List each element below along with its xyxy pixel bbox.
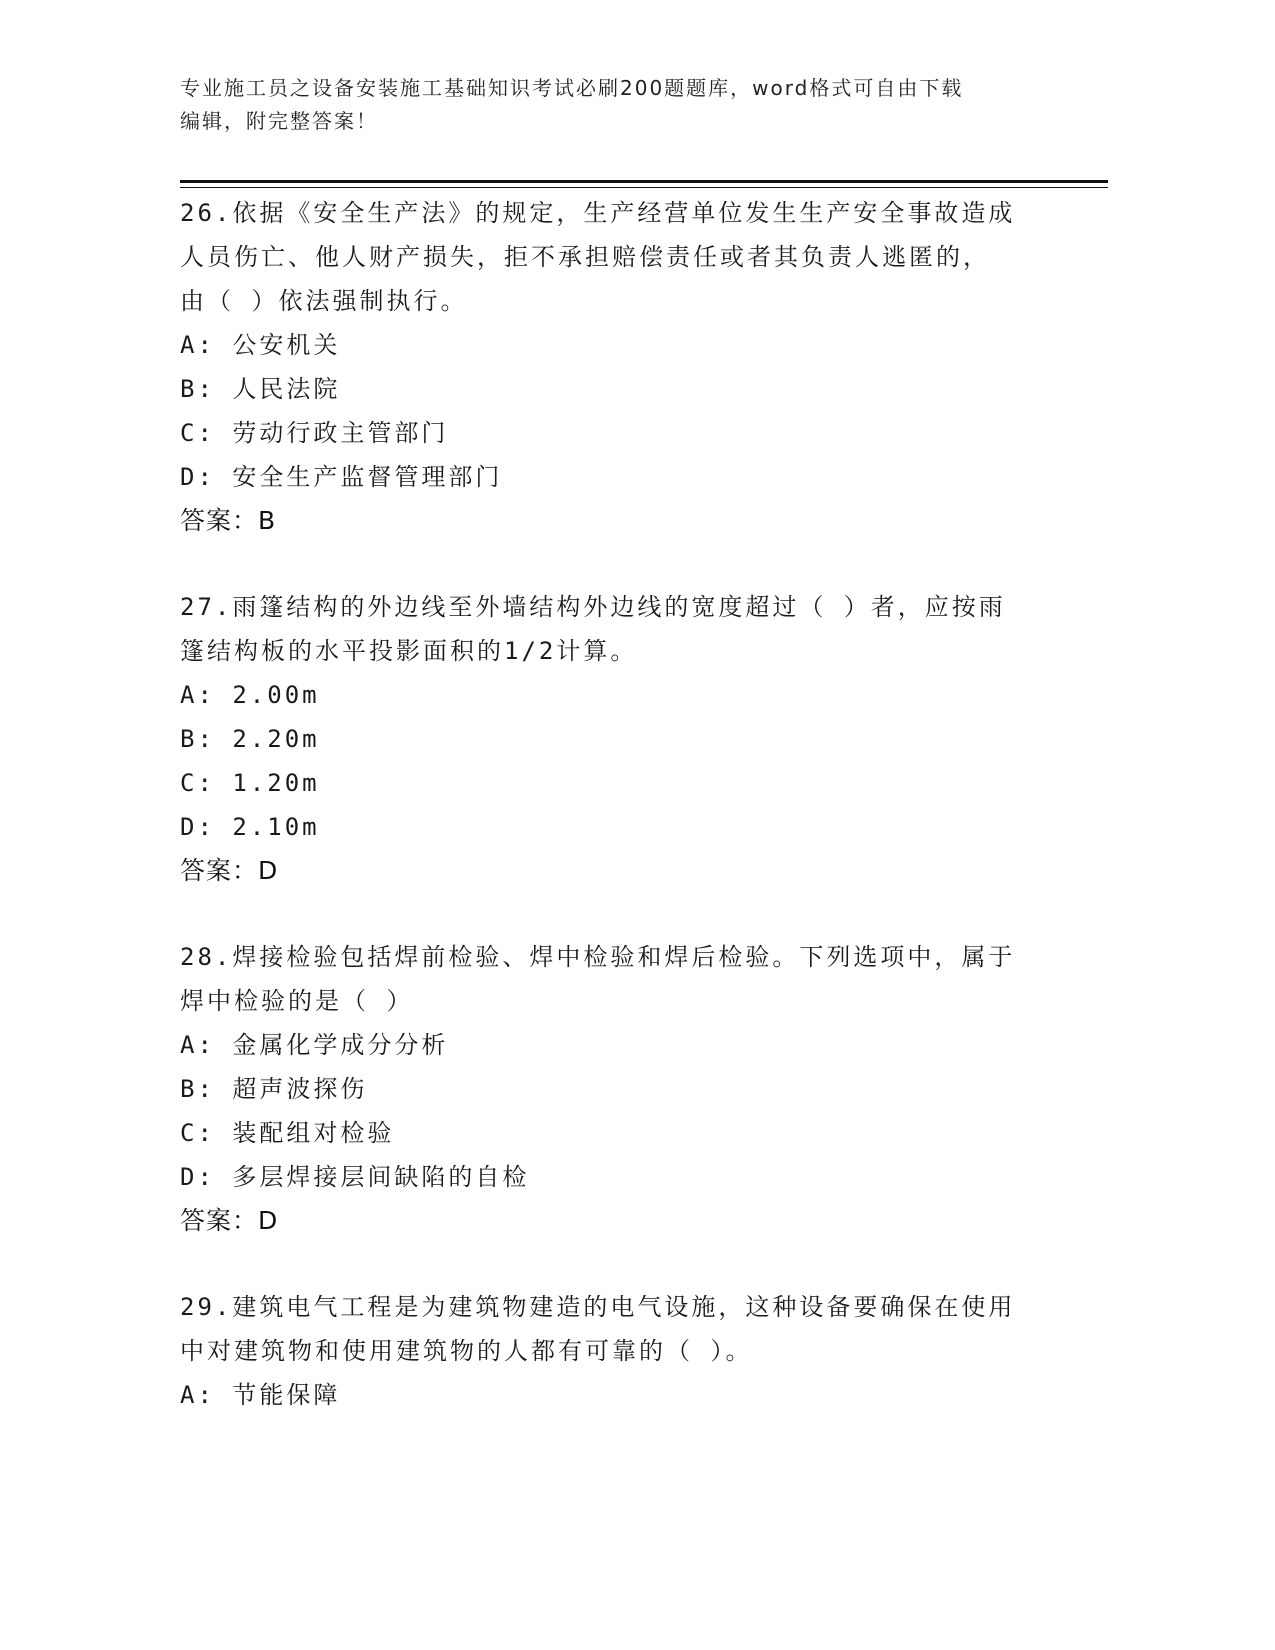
question-stem-line: 28.焊接检验包括焊前检验、焊中检验和焊后检验。下列选项中，属于 (180, 943, 1016, 971)
question-stem-line: 焊中检验的是（ ） (180, 987, 414, 1015)
option-b: B: 2.20m (180, 725, 320, 753)
question-29 (180, 1285, 1060, 1417)
answer: 答案：B (180, 506, 277, 535)
question-spacer (180, 1243, 1060, 1285)
question-spacer (180, 543, 1060, 585)
option-c: C: 劳动行政主管部门 (180, 419, 449, 447)
question-27 (180, 585, 1060, 893)
option-c: C: 1.20m (180, 769, 320, 797)
question-stem-line: 29.建筑电气工程是为建筑物建造的电气设施，这种设备要确保在使用 (180, 1293, 1016, 1321)
header-line-2: 编辑，附完整答案！ (180, 109, 378, 133)
question-stem-line: 篷结构板的水平投影面积的1/2计算。 (180, 637, 638, 665)
option-b: B: 超声波探伤 (180, 1075, 368, 1103)
question-28 (180, 935, 1060, 1243)
document-header (180, 72, 1040, 138)
question-spacer (180, 893, 1060, 935)
option-a: A: 金属化学成分分析 (180, 1031, 449, 1059)
header-divider-thick (180, 180, 1108, 183)
question-26 (180, 191, 1060, 543)
option-a: A: 公安机关 (180, 331, 341, 359)
option-d: D: 安全生产监督管理部门 (180, 463, 503, 491)
answer: 答案：D (180, 1206, 279, 1235)
question-stem-line: 由（ ）依法强制执行。 (180, 287, 468, 315)
question-stem-line: 26.依据《安全生产法》的规定，生产经营单位发生生产安全事故造成 (180, 199, 1016, 227)
option-b: B: 人民法院 (180, 375, 341, 403)
option-d: D: 多层焊接层间缺陷的自检 (180, 1163, 530, 1191)
header-line-1: 专业施工员之设备安装施工基础知识考试必刷200题题库，word格式可自由下载 (180, 76, 964, 100)
option-c: C: 装配组对检验 (180, 1119, 395, 1147)
question-stem-line: 中对建筑物和使用建筑物的人都有可靠的（ ）。 (180, 1337, 753, 1365)
answer: 答案：D (180, 856, 279, 885)
header-divider-thin (180, 187, 1108, 188)
question-stem-line: 人员伤亡、他人财产损失，拒不承担赔偿责任或者其负责人逃匿的， (180, 243, 990, 271)
option-a: A: 2.00m (180, 681, 320, 709)
option-a: A: 节能保障 (180, 1381, 341, 1409)
question-list (180, 191, 1060, 1417)
question-stem-line: 27.雨篷结构的外边线至外墙结构外边线的宽度超过（ ）者，应按雨 (180, 593, 1006, 621)
option-d: D: 2.10m (180, 813, 320, 841)
